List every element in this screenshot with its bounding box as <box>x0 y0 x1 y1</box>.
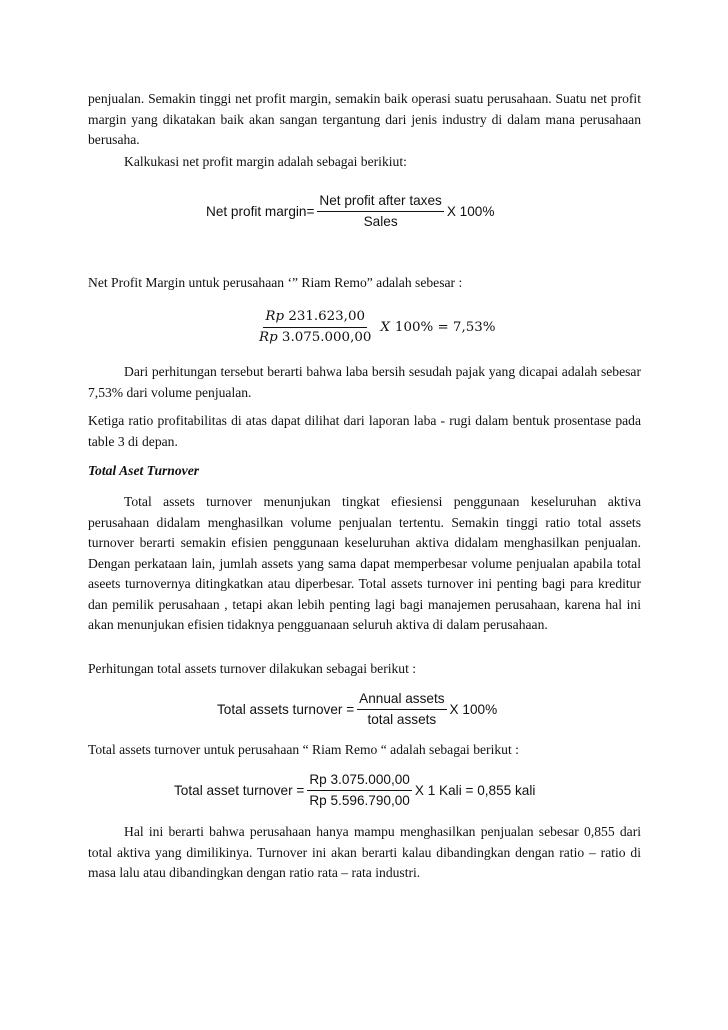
paragraph-profitability-note: Ketiga ratio profitabilitas di atas dapat dilihat dari laporan laba - rugi dalam bentuk prosentase pada table 3 di depan. <box>88 413 641 449</box>
formula-numerator: Annual assets <box>357 691 446 710</box>
paragraph-tat-calc-intro: Perhitungan total assets turnover dilakukan sebagai berikut : <box>88 661 417 676</box>
formula-tat-calculation <box>174 772 535 809</box>
formula-fraction <box>307 772 412 809</box>
formula-suffix: X 1 Kali = 0,855 kali <box>414 783 536 798</box>
section-heading: Total Aset Turnover <box>88 463 200 478</box>
formula-denominator: Rp 3.075.000,00 <box>259 330 372 345</box>
formula-denominator: Rp 5.596.790,00 <box>309 793 410 808</box>
formula-numerator: Net profit after taxes <box>317 193 443 212</box>
formula-fraction <box>317 193 443 230</box>
paragraph-npm-result-intro: Net Profit Margin untuk perusahaan ‘” Riam Remo” adalah sebesar : <box>88 275 463 290</box>
formula-suffix: X 100% <box>449 702 498 717</box>
formula-npm-calculation <box>254 309 495 346</box>
formula-fraction <box>357 691 446 728</box>
formula-denominator: total assets <box>367 712 437 727</box>
paragraph-npm-conclusion: Dari perhitungan tersebut berarti bahwa laba bersih sesudah pajak yang dicapai adalah sebesar 7,53% dari volume penjualan. <box>88 364 641 400</box>
formula-label: Total asset turnover = <box>174 783 305 798</box>
paragraph-npm-calc-intro: Kalkukasi net profit margin adalah sebagai berikiut: <box>124 154 407 169</box>
formula-net-profit-margin <box>206 193 494 230</box>
formula-total-assets-turnover <box>217 691 497 728</box>
formula-result: 100% = 7,53% <box>394 320 496 335</box>
formula-numerator: Rp 3.075.000,00 <box>307 772 412 791</box>
paragraph-tat-description: Total assets turnover menunjukan tingkat efiesiensi penggunaan keseluruhan aktiva perusahaan didalam menghasilkan volume penjualan tertentu. Semakin tinggi ratio total assets turnover berarti semakin efisien penggunaan keseluruhan aktiva didalam menghasilkan penjualan. Dengan perkataan lain, jumlah assets yang sama dapat memperbesar volume penjualan apabila total aseets turnovernya ditingkatkan atau diperbesar. Total assets turnover ini penting bagi para kreditur dan pemilik perusahaan , tetapi akan lebih penting lagi bagi manajemen perusahaan, karena hal ini akan menunjukan efisien tidaknya pengguanaan seluruh aktiva di dalam perusahaan. <box>88 494 641 632</box>
formula-multiply: X <box>380 320 390 335</box>
formula-label: Total assets turnover = <box>217 702 355 717</box>
paragraph-tat-conclusion: Hal ini berarti bahwa perusahaan hanya mampu menghasilkan penjualan sebesar 0,855 dari total aktiva yang dimilikinya. Turnover ini akan berarti kalau dibandingkan dengan ratio – ratio di masa lalu atau dibandingkan dengan ratio rata – rata industri. <box>88 824 641 880</box>
formula-label: Net profit margin= <box>206 204 315 219</box>
formula-numerator: Rp 231.623,00 <box>263 309 367 328</box>
formula-denominator: Sales <box>363 214 398 229</box>
formula-suffix: X 100% <box>446 204 495 219</box>
formula-fraction <box>257 309 373 346</box>
paragraph-tat-result-intro: Total assets turnover untuk perusahaan “ Riam Remo “ adalah sebagai berikut : <box>88 742 519 757</box>
paragraph-npm-intro: penjualan. Semakin tinggi net profit margin, semakin baik operasi suatu perusahaan. Suatu net profit margin yang dikatakan baik akan sangan tergantung dari jenis industry di dalam mana perusahaan berusaha. <box>88 91 641 147</box>
